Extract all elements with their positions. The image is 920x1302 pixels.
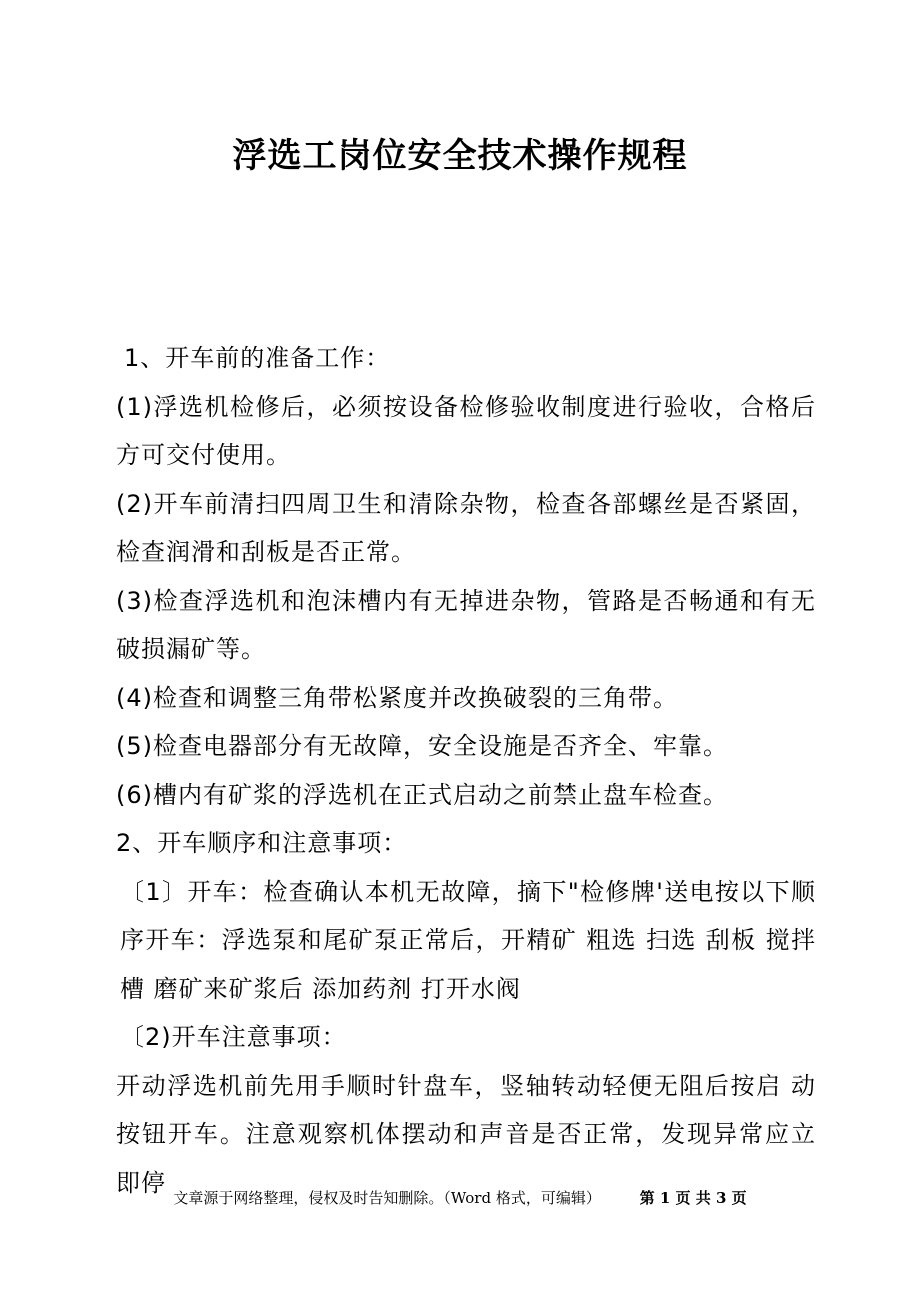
document-body bbox=[116, 334, 816, 1207]
footer-page-indicator: 第 1 页 共 3 页 bbox=[639, 1189, 747, 1207]
section-heading-startup: 2、开车顺序和注意事项： bbox=[116, 829, 408, 857]
paragraph-item-4: (4)检查和调整三角带松紧度并改换破裂的三角带。 bbox=[116, 683, 678, 712]
paragraph-item-6: (6)槽内有矿浆的浮选机在正式启动之前禁止盘车检查。 bbox=[116, 780, 728, 809]
paragraph-item-3: (3)检查浮选机和泡沫槽内有无掉进杂物，管路是否畅通和有无破损漏矿等。 bbox=[116, 586, 816, 663]
subsection-heading-startup-notes: 〔2)开车注意事项： bbox=[120, 1023, 347, 1051]
paragraph-item-1: (1)浮选机检修后，必须按设备检修验收制度进行验收，合格后方可交付使用。 bbox=[116, 392, 816, 469]
footer-source-note: 文章源于网络整理，侵权及时告知删除。（Word 格式，可编辑） bbox=[173, 1189, 601, 1207]
paragraph-startup-notes: 开动浮选机前先用手顺时针盘车，竖轴转动轻便无阻后按启 动按钮开车。注意观察机体摆动和声音是否正常，发现异常应立 即停 bbox=[116, 1071, 816, 1197]
paragraph-item-2: (2)开车前清扫四周卫生和清除杂物，检查各部螺丝是否紧固，检查润滑和刮板是否正常。 bbox=[116, 489, 816, 566]
page-footer bbox=[0, 1186, 920, 1210]
paragraph-item-5: (5)检查电器部分有无故障，安全设施是否齐全、牢靠。 bbox=[116, 732, 728, 760]
paragraph-startup-sequence: 〔1〕开车：检查确认本机无故障，摘下"检修牌'送电按以下顺序开车：浮选泵和尾矿泵正常后，开精矿 粗选 扫选 刮板 搅拌槽 磨矿来矿浆后 添加药剂 打开水阀 bbox=[120, 877, 816, 1003]
document-title: 浮选工岗位安全技术操作规程 bbox=[232, 136, 688, 176]
section-heading-preparation: 1、开车前的准备工作： bbox=[124, 344, 391, 372]
